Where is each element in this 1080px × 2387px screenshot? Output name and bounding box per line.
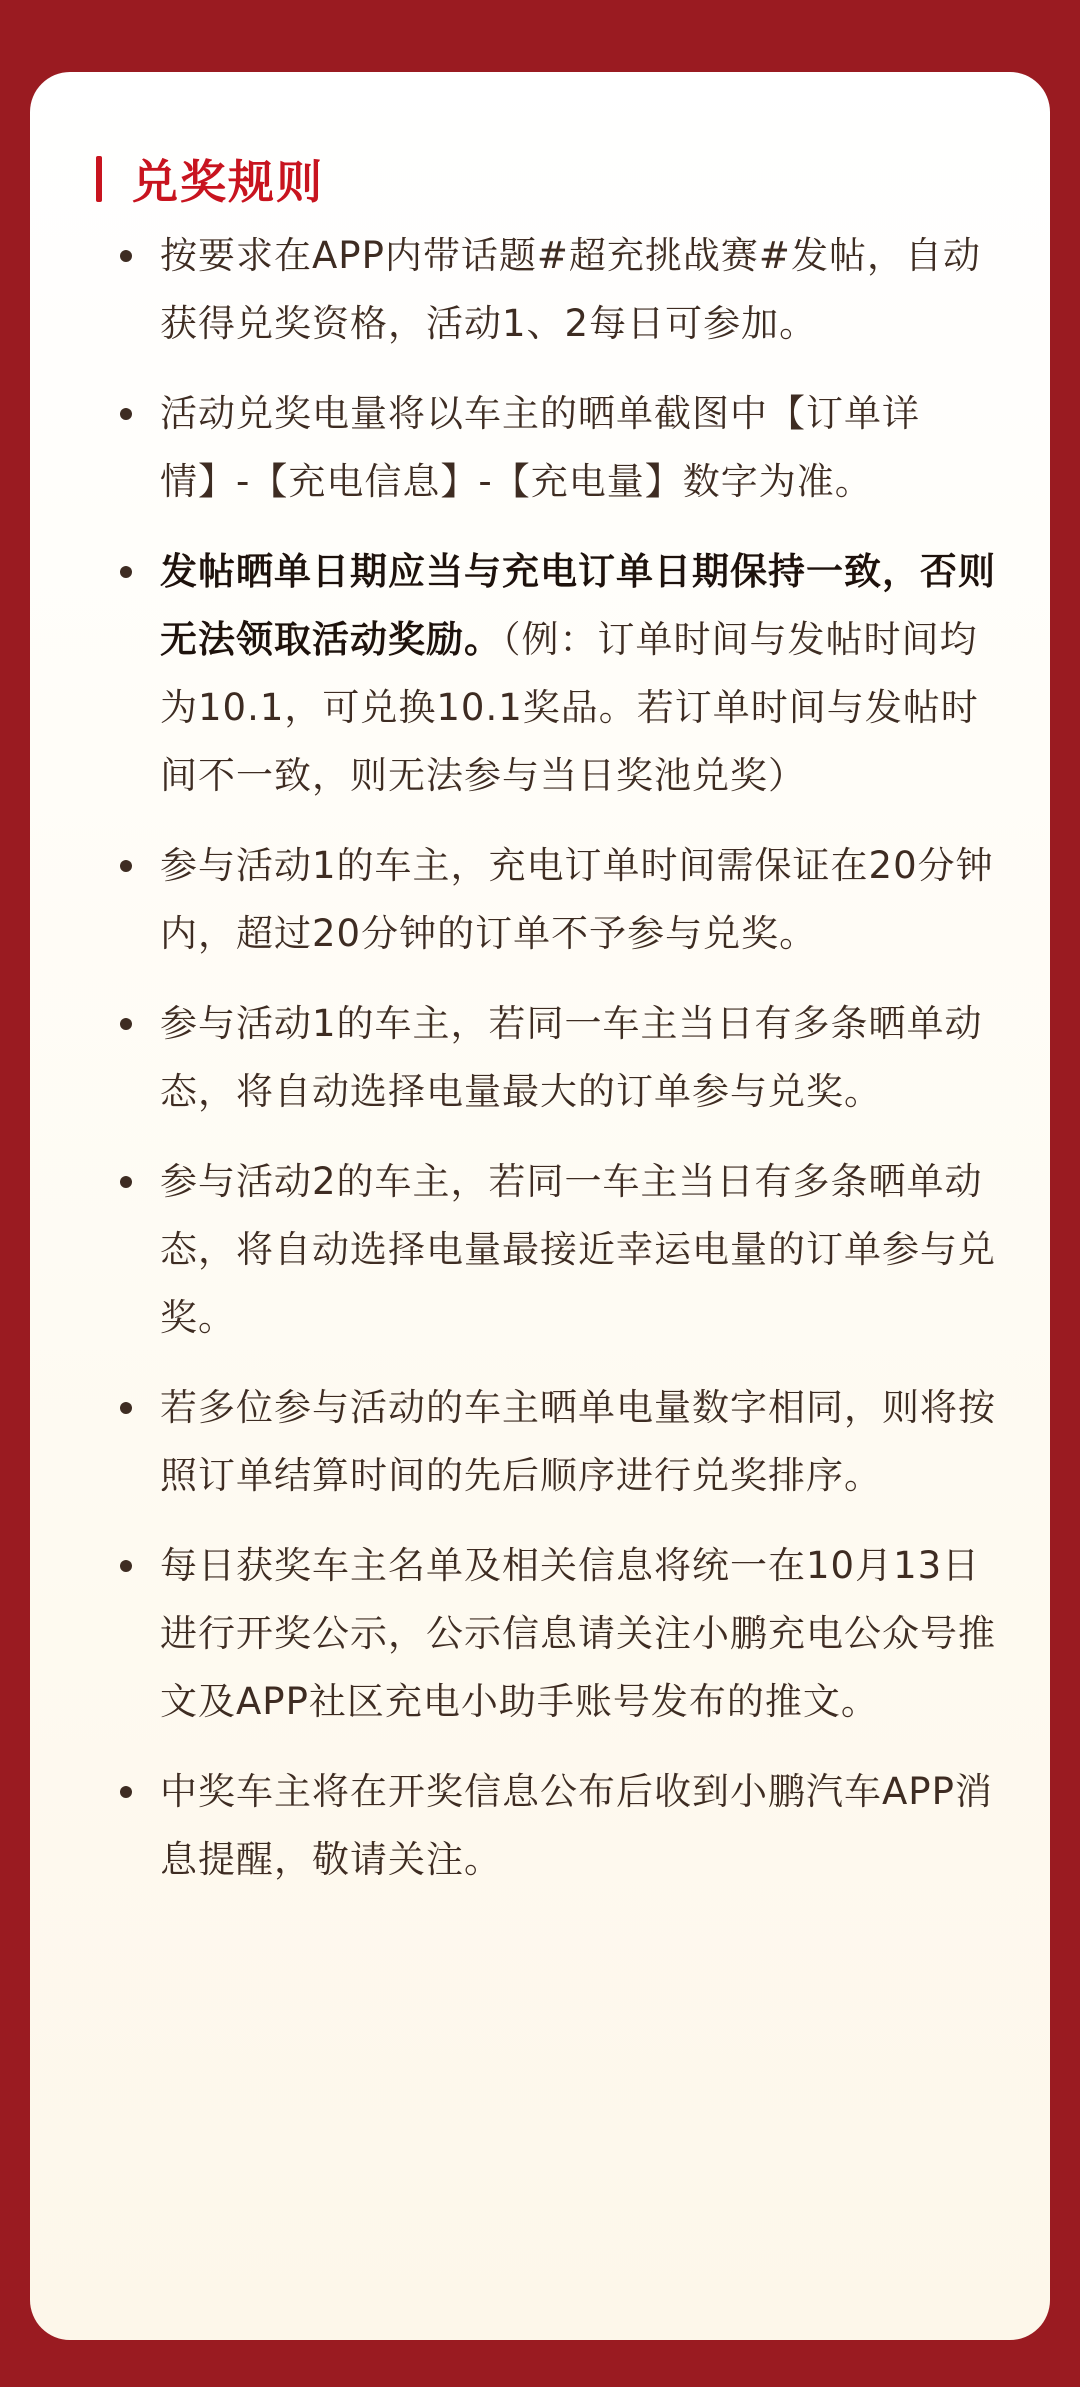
rule-item: [120, 990, 1000, 1126]
section-header: [96, 144, 324, 214]
rule-item: [120, 222, 1000, 358]
bullet-icon: [120, 566, 132, 578]
rule-text: 参与活动2的车主，若同一车主当日有多条晒单动态，将自动选择电量最接近幸运电量的订单参与兑奖。: [160, 1160, 996, 1339]
bullet-icon: [120, 250, 132, 262]
bullet-icon: [120, 1018, 132, 1030]
rules-card: [30, 72, 1050, 2340]
rule-item: [120, 1532, 1000, 1736]
bullet-icon: [120, 860, 132, 872]
title-accent-bar: [96, 156, 102, 202]
rule-item: [120, 832, 1000, 968]
rule-text: 中奖车主将在开奖信息公布后收到小鹏汽车APP消息提醒，敬请关注。: [160, 1770, 993, 1881]
rule-item: [120, 1148, 1000, 1352]
rule-text: 按要求在APP内带话题#超充挑战赛#发帖，自动获得兑奖资格，活动1、2每日可参加。: [160, 234, 981, 345]
rule-text: 活动兑奖电量将以车主的晒单截图中【订单详情】-【充电信息】-【充电量】数字为准。: [160, 392, 920, 503]
rule-item: [120, 538, 1000, 810]
bullet-icon: [120, 1176, 132, 1188]
rule-text: 每日获奖车主名单及相关信息将统一在10月13日进行开奖公示，公示信息请关注小鹏充电公众号推文及APP社区充电小助手账号发布的推文。: [160, 1544, 996, 1723]
bullet-icon: [120, 1786, 132, 1798]
bullet-icon: [120, 1560, 132, 1572]
bullet-icon: [120, 408, 132, 420]
bullet-icon: [120, 1402, 132, 1414]
rules-list: [120, 222, 1000, 1916]
rule-item: [120, 380, 1000, 516]
rule-text: （例：订单时间与发帖时间均为10.1，可兑换10.1奖品。若订单时间与发帖时间不一致，则无法参与当日奖池兑奖）: [160, 618, 979, 797]
rule-item: [120, 1758, 1000, 1894]
rule-text: 参与活动1的车主，充电订单时间需保证在20分钟内，超过20分钟的订单不予参与兑奖。: [160, 844, 994, 955]
rule-text: 若多位参与活动的车主晒单电量数字相同，则将按照订单结算时间的先后顺序进行兑奖排序。: [160, 1386, 996, 1497]
rule-text: 参与活动1的车主，若同一车主当日有多条晒单动态，将自动选择电量最大的订单参与兑奖。: [160, 1002, 983, 1113]
page-title: 兑奖规则: [132, 155, 324, 209]
rule-item: [120, 1374, 1000, 1510]
rule-bold-text: 发帖晒单日期应当与充电订单日期保持一致，否则无法领取活动奖励。: [160, 550, 996, 661]
